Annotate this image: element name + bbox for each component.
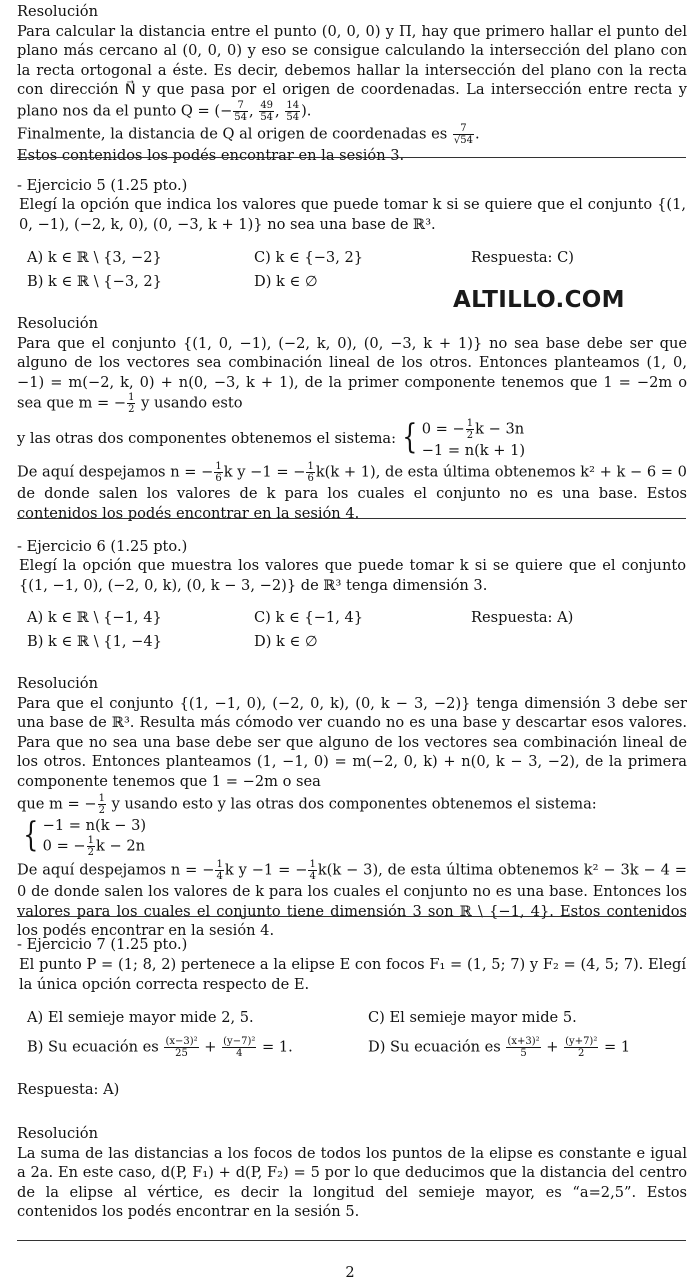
divider [17,1240,686,1241]
ex5-answer: Respuesta: C) [471,249,574,266]
exercise-6-title: - Ejercicio 6 (1.25 pto.) [17,538,188,555]
resolution-conclusion: De aquí despejamos n = − $\frac{1}{4}$ k y −1 = − $\frac{1}{4}$ k(k − 3), de esta última obtenemos k² − 3k − 4 = 0 de donde salen los valores de k para los cuales el conjunto no es una base. Entonces los valores para los cuales el conjunto tiene dimensión 3 son ℝ \ {−1, 4}. Estos contenidos los podés encontrar en la sesión 4. [17,859,687,939]
ex5-option-b: B) k ∈ ℝ \ {−3, 2} [27,273,162,290]
resolution-heading: Resolución [17,315,98,332]
exercise-5-title: - Ejercicio 5 (1.25 pto.) [17,177,188,194]
exercise-5-prompt: Elegí la opción que indica los valores que puede tomar k si se quiere que el conjunto {(1, 0, −1), (−2, k, 0), (0, −3, k + 1)} no sea una base de ℝ³. [19,196,686,233]
ex6-option-b: B) k ∈ ℝ \ {1, −4} [27,633,162,650]
ex5-option-d: D) k ∈ ∅ [254,273,318,290]
resolution-text: Para calcular la distancia entre el punto (0, 0, 0) y Π, hay que primero hallar el punto del plano más cercano al (0, 0, 0) y eso se consigue calculando la intersección del plano con la recta ortogonal a éste. Es decir, debemos hallar la intersección del plano con la recta con dirección N⃗ y que pasa por el origen de coordenadas. La intersección entre recta y plano nos da el punto Q = (− $\frac{7}{54}$ , $\frac{49}{54}$ , $\frac{14}{54}$ ). [17,22,687,123]
ex6-option-c: C) k ∈ {−1, 4} [254,609,364,626]
resolution-ex4 [17,2,687,165]
session-note: Estos contenidos los podés encontrar en la sesión 3. [17,146,405,164]
exercise-7-title: - Ejercicio 7 (1.25 pto.) [17,936,188,953]
page-number: 2 [345,1264,355,1281]
resolution-conclusion: De aquí despejamos n = − $\frac{1}{6}$ k y −1 = − $\frac{1}{6}$ k(k + 1), de esta última obtenemos k² + k − 6 = 0 de donde salen los valores de k para los cuales el conjunto no es una base. Estos contenidos los podés encontrar en la sesión 4. [17,461,687,522]
distance-text: Finalmente, la distancia de Q al origen de coordenadas es $\frac{7}{√54}$ . [17,122,480,146]
resolution-heading: Resolución [17,1125,98,1142]
ex5-option-a: A) k ∈ ℝ \ {3, −2} [27,249,162,266]
resolution-heading: Resolución [17,675,98,692]
ex7-option-d: D) Su ecuación es $\frac{\text{(x+3)²}}{5}$ + $\frac{\text{(y+7)²}}{2}$ = 1 [368,1036,631,1059]
resolution-ex5 [17,314,687,523]
resolution-heading: Resolución [17,3,98,20]
exercise-7-prompt: El punto P = (1; 8, 2) pertenece a la elipse E con focos F₁ = (1, 5; 7) y F₂ = (4, 5; 7). Elegí la única opción correcta respecto de E. [19,956,686,993]
altillo-logo: ALTILLO.COM [453,287,625,313]
resolution-text: La suma de las distancias a los focos de todos los puntos de la elipse es constante e igual a 2a. En este caso, d(P, F₁) + d(P, F₂) = 5 por lo que deducimos que la distancia del centro de la elipse al vértice, es decir la longitud del semieje mayor, es “a=2,5”. Estos contenidos los podés encontrar en la sesión 5. [17,1144,687,1220]
resolution-text: Para que el conjunto {(1, 0, −1), (−2, k, 0), (0, −3, k + 1)} no sea base debe ser que alguno de los vectores sea combinación lineal de los otros. Entonces planteamos (1, 0, −1) = m(−2, k, 0) + n(0, −3, k + 1), de la primer componente tenemos que 1 = −2m o sea que m = − $\frac{1}{2}$ y usando esto [17,334,687,415]
system-line: y las otras dos componentes obtenemos el sistema: { 0 = − $\frac{1}{2}$ k − 3n −1 = n(k + 1) [17,417,526,459]
ex7-option-b: B) Su ecuación es $\frac{\text{(x−3)²}}{25}$ + $\frac{\text{(y−7)²}}{4}$ = 1. [27,1036,293,1059]
ex7-option-c: C) El semieje mayor mide 5. [368,1009,577,1026]
ex6-option-d: D) k ∈ ∅ [254,633,318,650]
resolution-ex7 [17,1124,687,1222]
exercise-6-prompt: Elegí la opción que muestra los valores que puede tomar k si se quiere que el conjunto {(1, −1, 0), (−2, 0, k), (0, k − 3, −2)} de ℝ³ tenga dimensión 3. [19,557,686,594]
system-line: que m = − $\frac{1}{2}$ y usando esto y las otras dos componentes obtenemos el sistema: { −1 = n(k − 3) 0 = − $\frac{1}{2}$ k − 2n [17,793,597,858]
ex7-answer: Respuesta: A) [17,1081,120,1098]
resolution-ex6 [17,674,687,941]
resolution-text: Para que el conjunto {(1, −1, 0), (−2, 0, k), (0, k − 3, −2)} tenga dimensión 3 debe ser una base de ℝ³. Resulta más cómodo ver cuando no es una base y descartar esos valores. Para que no sea una base debe ser que alguno de los vectores sea combinación lineal de los otros. Entonces planteamos (1, −1, 0) = m(−2, 0, k) + n(0, k − 3, −2), de la primera componente tenemos que 1 = −2m o sea [17,694,687,790]
divider [17,157,686,158]
ex7-option-a: A) El semieje mayor mide 2, 5. [27,1009,254,1026]
ex6-option-a: A) k ∈ ℝ \ {−1, 4} [27,609,162,626]
equation-system: { 0 = − $\frac{1}{2}$ k − 3n −1 = n(k + 1) [402,417,526,459]
divider [17,518,686,519]
ex5-option-c: C) k ∈ {−3, 2} [254,249,364,266]
ex6-answer: Respuesta: A) [471,609,574,626]
equation-system: { −1 = n(k − 3) 0 = − $\frac{1}{2}$ k − 2n [23,815,147,858]
divider [17,916,686,917]
